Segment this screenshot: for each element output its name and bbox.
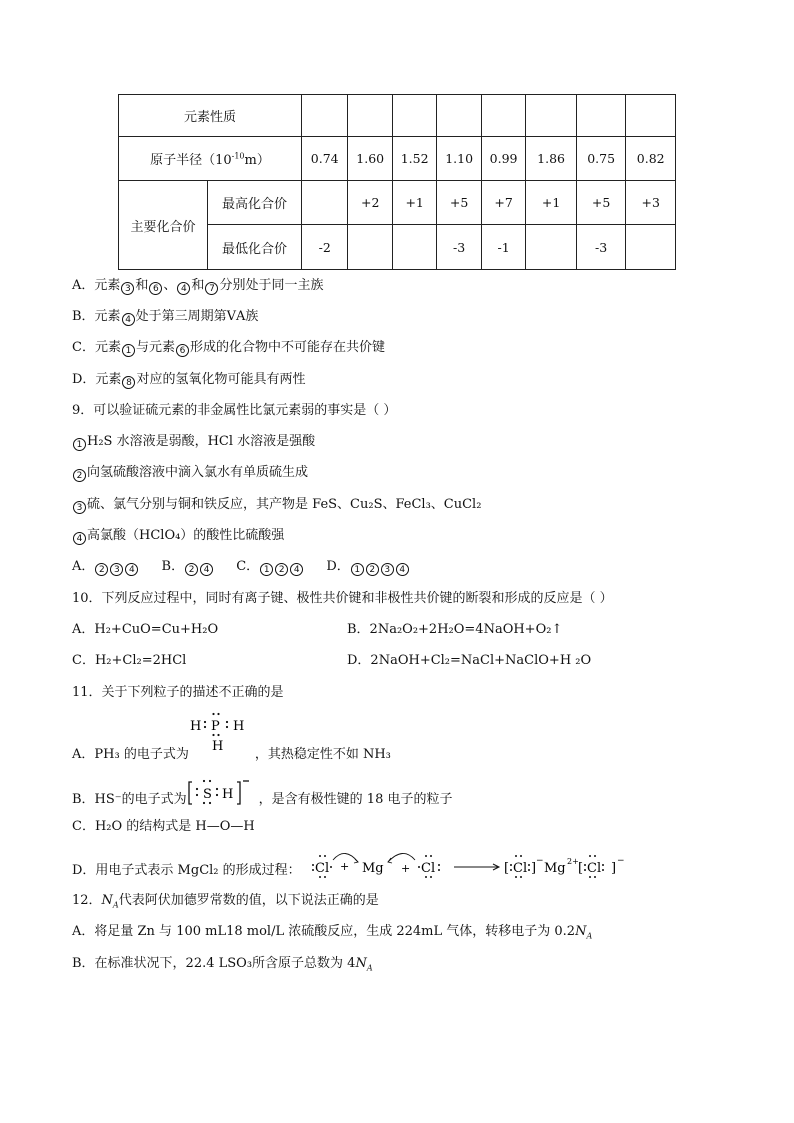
- radius-cell: 1.60: [348, 137, 392, 181]
- max-cell: +2: [348, 181, 392, 225]
- svg-text:+: +: [340, 860, 350, 873]
- q8-option-c: C．元素 1 与元素 6 形成的化合物中不可能存在共价键: [72, 340, 385, 356]
- table-row-max: [119, 181, 676, 225]
- ps-H-1: H: [190, 719, 202, 734]
- max-cell: +5: [576, 181, 626, 225]
- mgcl2-formation-diagram: [300, 840, 640, 882]
- valence-label: 主要化合价: [119, 181, 208, 270]
- q10-option-d: D．2NaOH+Cl₂=NaCl+NaClO+H ₂O: [347, 653, 592, 668]
- q12-option-a: A．将足量 Zn 与 100 mL18 mol/L 浓硫酸反应，生成 224mL 气体，转移电子为 $0.2N_A$: [72, 924, 593, 941]
- ps-H-3: H: [212, 739, 224, 754]
- radius-cell: 1.86: [526, 137, 577, 181]
- q9-statement-2: 2 向氢硫酸溶液中滴入氯水有单质硫生成: [72, 464, 308, 482]
- max-cell: +3: [626, 181, 676, 225]
- q11-option-a: A．PH₃ 的电子式为 ，其热稳定性不如 NH₃: [72, 747, 391, 762]
- min-cell: -3: [576, 225, 626, 270]
- mg-atom: Mg: [362, 861, 384, 876]
- svg-text:−: −: [617, 856, 625, 866]
- q9-statement-4: 4 高氯酸（HClO₄）的酸性比硫酸强: [72, 527, 284, 545]
- q8-option-b: B．元素 4 处于第三周期第ⅤA族: [72, 309, 259, 325]
- svg-text:[: [: [504, 861, 510, 876]
- q11-option-d: D．用电子式表示 MgCl₂ 的形成过程：: [72, 863, 301, 878]
- svg-text:−: −: [536, 856, 544, 866]
- q8-option-a: A．元素 3 和 6 、 4 和 7 分别处于同一主族: [72, 278, 324, 294]
- mg-charge: 2+: [567, 857, 579, 866]
- min-cell: -2: [301, 225, 347, 270]
- q11-stem: 11．关于下列粒子的描述不正确的是: [72, 685, 284, 700]
- cl-ion-1: Cl: [513, 861, 528, 876]
- min-label: 最低化合价: [207, 225, 301, 270]
- max-cell: +5: [437, 181, 481, 225]
- q9-option-a: A． 2 3 4: [72, 558, 139, 576]
- ps-P: P: [211, 719, 220, 734]
- radius-cell: 0.75: [576, 137, 626, 181]
- cl-ion-2: Cl: [587, 861, 602, 876]
- min-cell: -1: [481, 225, 525, 270]
- q10-option-c: C．H₂+Cl₂=2HCl: [72, 653, 187, 668]
- q9-option-c: C． 1 2 4: [236, 558, 304, 576]
- min-cell: -3: [437, 225, 481, 270]
- max-cell: +7: [481, 181, 525, 225]
- radius-cell: 1.10: [437, 137, 481, 181]
- q10-stem: 10．下列反应过程中，同时有离子键、极性共价键和非极性共价键的断裂和形成的反应是（ ）: [72, 591, 613, 606]
- svg-text:+: +: [401, 862, 411, 875]
- cl-atom-1: Cl: [315, 861, 330, 876]
- q9-statement-1: 1 H₂S 水溶液是弱酸，HCl 水溶液是强酸: [72, 433, 315, 451]
- table-row-radius: [119, 137, 676, 181]
- q9-stem: 9．可以验证硫元素的非金属性比氯元素弱的事实是（ ）: [72, 403, 397, 418]
- radius-label: 原子半径$(10^{-10}m)$: [119, 137, 302, 181]
- table-row-header: [119, 95, 676, 137]
- element-property-table: [118, 94, 676, 270]
- q11-option-c: C．H₂O 的结构式是 H—O—H: [72, 819, 255, 834]
- header-label: 元素性质: [119, 95, 302, 137]
- min-cell: [626, 225, 676, 270]
- cl-atom-2: Cl: [421, 861, 436, 876]
- q9-option-d: D． 1 2 3 4: [326, 558, 409, 576]
- hs-H: H: [222, 787, 234, 802]
- ps-H-2: H: [233, 719, 245, 734]
- radius-cell: 1.52: [392, 137, 436, 181]
- radius-cell: 0.82: [626, 137, 676, 181]
- min-cell: [392, 225, 436, 270]
- q12-option-b: B．在标准状况下，22.4 LSO₃所含原子总数为 $4N_A$: [72, 956, 373, 973]
- max-cell: +1: [392, 181, 436, 225]
- min-cell: [348, 225, 392, 270]
- q9-options: [72, 558, 428, 576]
- hs-S: S: [203, 787, 212, 802]
- q10-option-b: B．2Na₂O₂+2H₂O=4NaOH+O₂↑: [347, 622, 563, 637]
- radius-cell: 0.99: [481, 137, 525, 181]
- q11-option-b: B．HS⁻的电子式为 ，是含有极性键的 18 电子的粒子: [72, 792, 453, 807]
- max-cell: +1: [526, 181, 577, 225]
- svg-text:[: [: [578, 861, 584, 876]
- radius-cell: 0.74: [301, 137, 347, 181]
- q12-stem: 12．$N_A$代表阿伏加德罗常数的值，以下说法正确的是: [72, 893, 379, 910]
- q8-option-d: D．元素 8 对应的氢氧化物可能具有两性: [72, 372, 306, 388]
- q9-option-b: B． 2 4: [162, 558, 215, 576]
- mg-ion: Mg: [544, 861, 566, 876]
- max-label: 最高化合价: [207, 181, 301, 225]
- min-cell: [526, 225, 577, 270]
- svg-text:]: ]: [611, 861, 617, 876]
- svg-text:]: ]: [531, 861, 537, 876]
- q10-option-a: A．H₂+CuO=Cu+H₂O: [72, 622, 219, 637]
- max-cell: [301, 181, 347, 225]
- q9-statement-3: 3 硫、氯气分别与铜和铁反应，其产物是 FeS、Cu₂S、FeCl₃、CuCl₂: [72, 496, 481, 514]
